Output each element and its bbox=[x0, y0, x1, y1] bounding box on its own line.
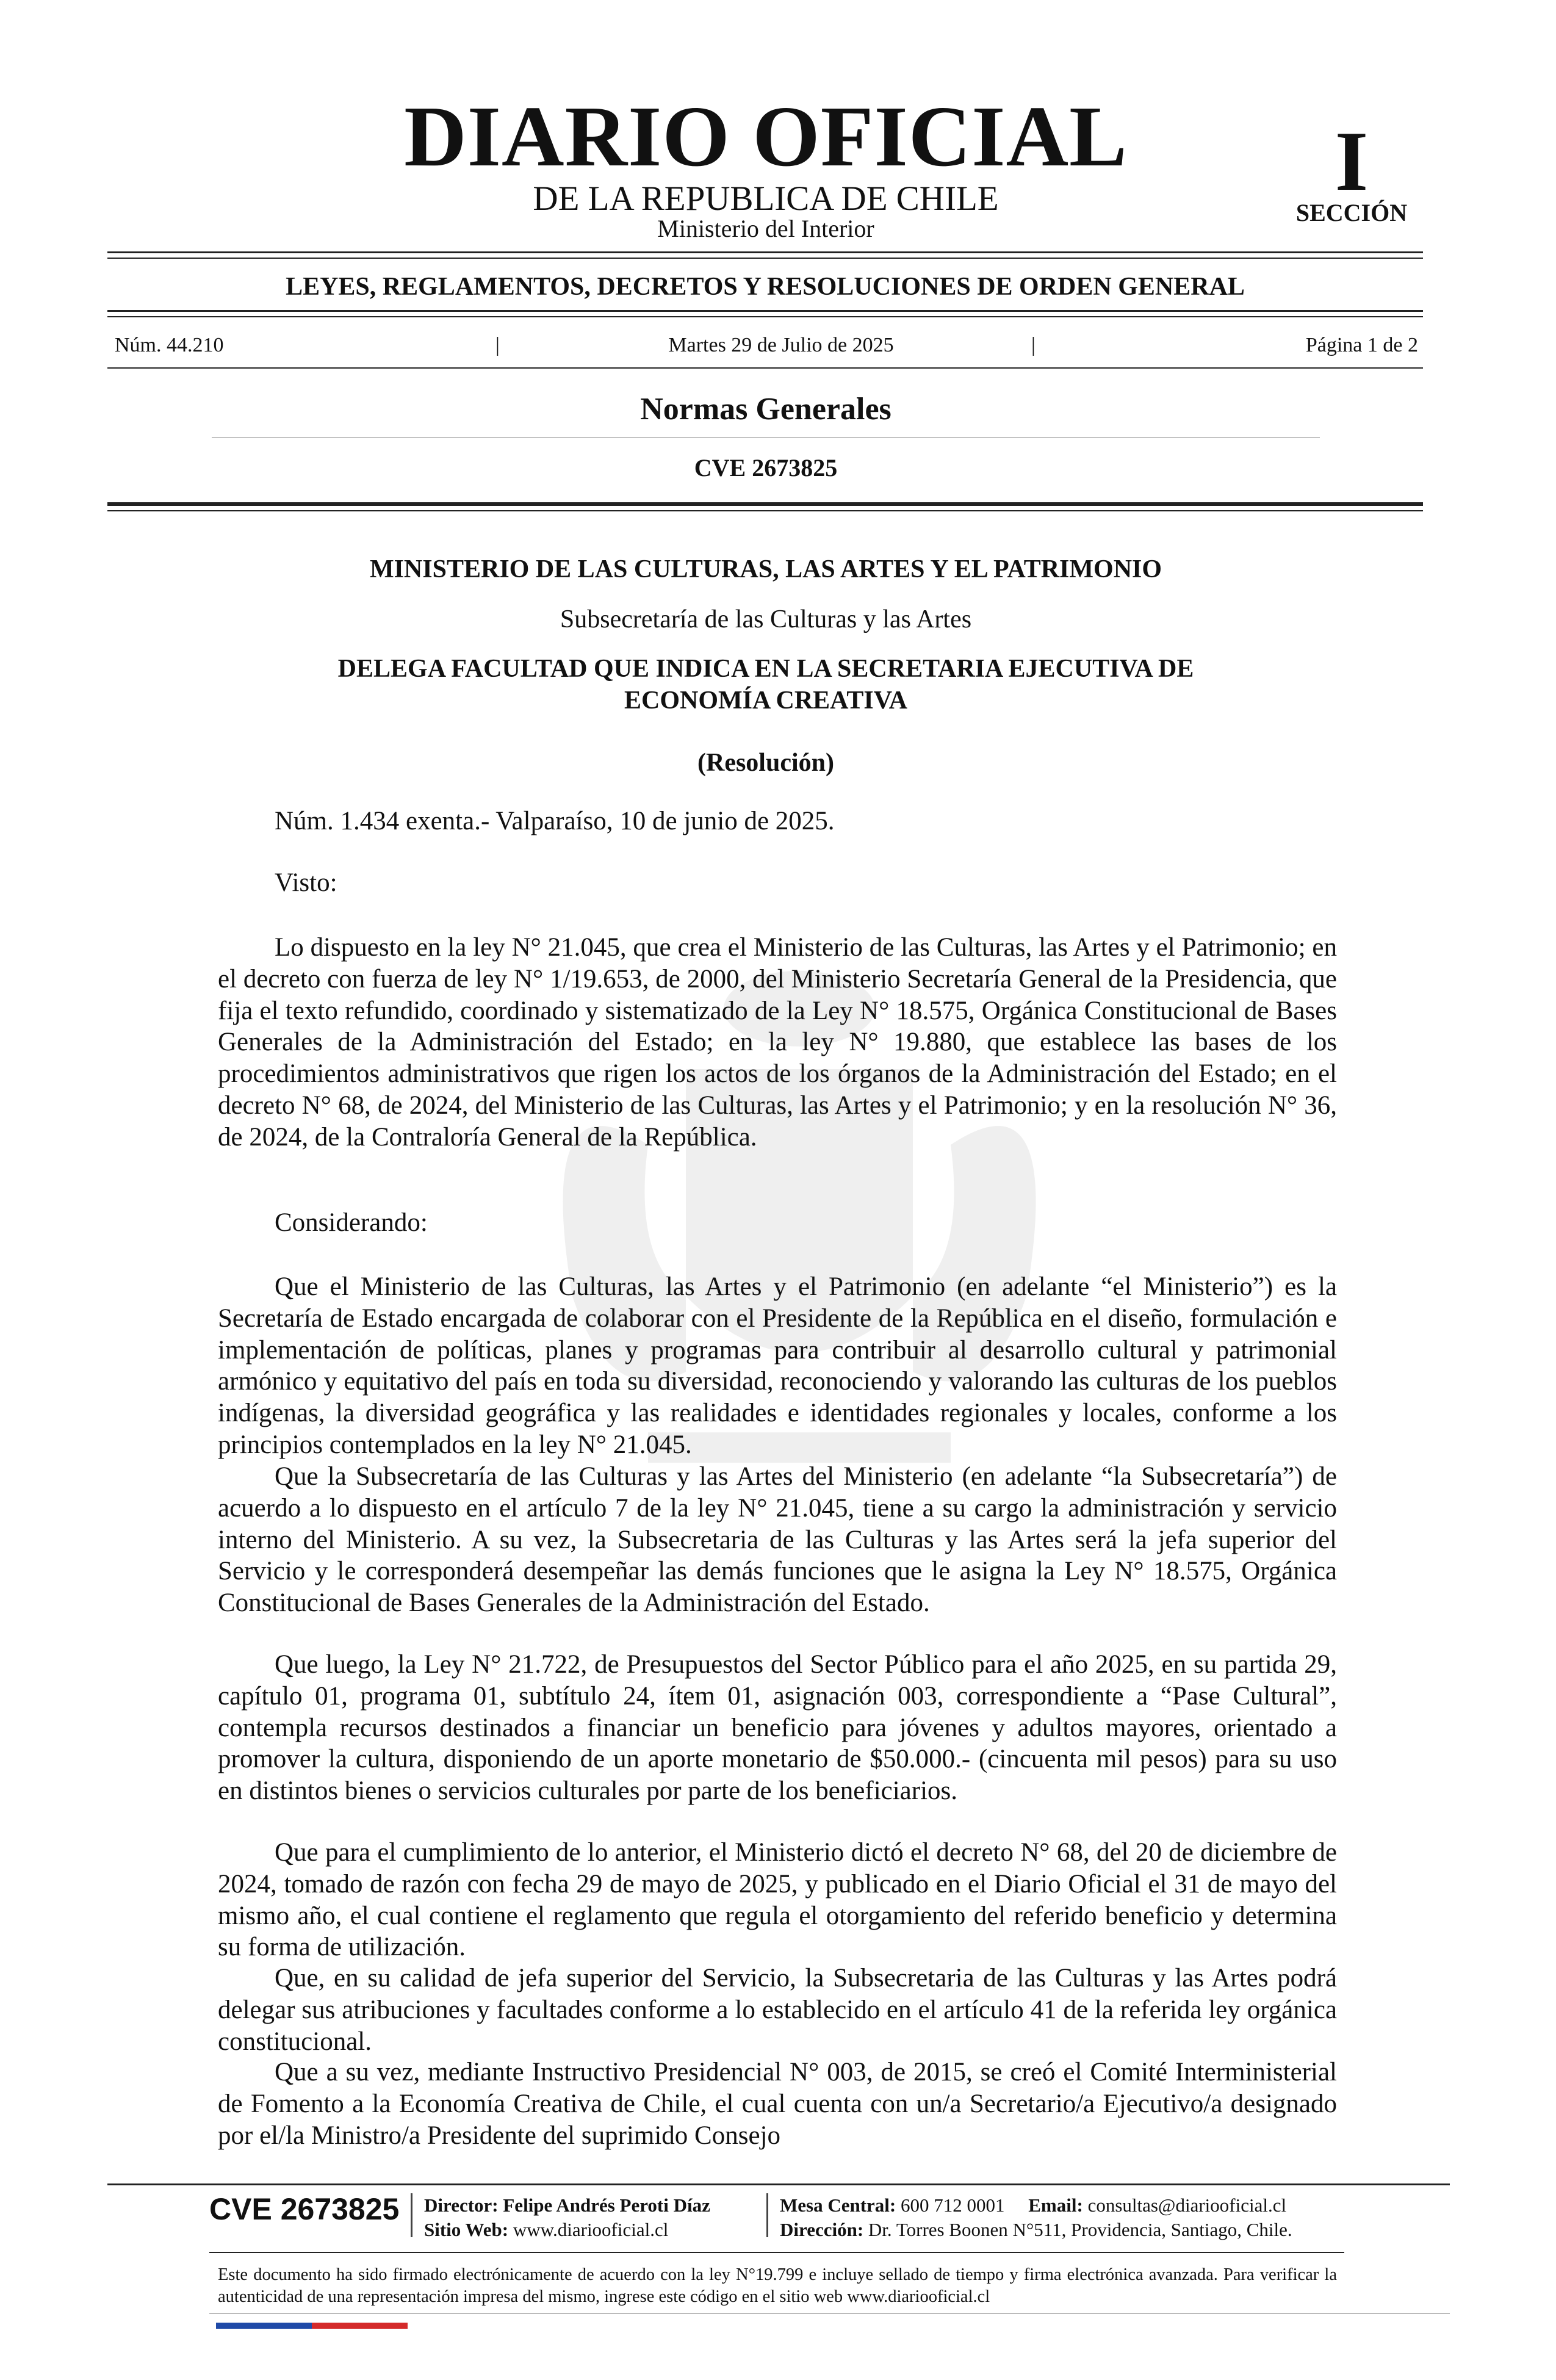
footer-director bbox=[424, 2193, 710, 2218]
ministry-name: MINISTERIO DE LAS CULTURAS, LAS ARTES Y EL PATRIMONIO bbox=[369, 555, 1162, 583]
category-rule-bottom bbox=[107, 316, 1423, 317]
section-label: SECCIÓN bbox=[1295, 199, 1408, 226]
considerando-paragraph: Que la Subsecretaría de las Culturas y las Artes del Ministerio (en adelante “la Subsecretaría”) de acuerdo a lo dispuesto en el artículo 7 de la ley N° 21.045, tiene a su cargo la administración y servicio interno del Ministerio. A su vez, la Subsecretaria de las Culturas y las Artes será la jefa superior del Servicio y le corresponderá desempeñar las demás funciones que le asigna la Ley N° 18.575, Orgánica Constitucional de Bases Generales de la Administración del Estado. bbox=[218, 1462, 1337, 1618]
considerando-heading: Considerando: bbox=[275, 1208, 428, 1237]
email-label: Email: bbox=[1028, 2194, 1083, 2216]
section-numeral: I bbox=[1334, 114, 1369, 209]
resolution-number-line: Núm. 1.434 exenta.- Valparaíso, 10 de junio de 2025. bbox=[275, 807, 835, 835]
issue-date: Martes 29 de Julio de 2025 bbox=[668, 334, 894, 356]
footer-cve-code: CVE 2673825 bbox=[209, 2192, 400, 2226]
resolution-title: DELEGA FACULTAD QUE INDICA EN LA SECRETARIA EJECUTIVA DE ECONOMÍA CREATIVA bbox=[337, 655, 1194, 715]
flag-stripe-red bbox=[312, 2323, 408, 2329]
masthead-rule-top bbox=[107, 251, 1423, 253]
category-heading: LEYES, REGLAMENTOS, DECRETOS Y RESOLUCIONES DE ORDEN GENERAL bbox=[286, 273, 1245, 301]
masthead-rule-second bbox=[107, 258, 1423, 259]
considerando-paragraph: Que, en su calidad de jefa superior del Servicio, la Subsecretaria de las Culturas y las Artes podrá delegar sus atribuciones y facultades conforme a lo establecido en el artículo 41 de la referida ley orgánica constitucional. bbox=[218, 1964, 1337, 2056]
considerando-paragraph: Que el Ministerio de las Culturas, las Artes y el Patrimonio (en adelante “el Ministerio”) es la Secretaría de Estado encargada de colaborar con el Presidente de la República en el diseño, formulación e implementación de políticas, planes y programas para contribuir al desarrollo cultural y patrimonial armónico y equitativo del país en toda su diversidad, reconociendo y valorando las culturas de los pueblos indígenas, la diversidad geográfica y las realidades e identidades regionales y locales, conforme a los principios contemplados en la ley N° 21.045. bbox=[218, 1272, 1337, 1459]
footer-rule-top bbox=[107, 2183, 1450, 2185]
footer-rule-bottom bbox=[209, 2313, 1450, 2314]
footer-website bbox=[424, 2218, 668, 2242]
masthead-subtitle: DE LA REPUBLICA DE CHILE bbox=[533, 179, 999, 218]
footer-rule-middle bbox=[209, 2252, 1344, 2253]
header-bottom-rule-thin bbox=[107, 510, 1423, 511]
category-rule-top bbox=[107, 310, 1423, 312]
director-name: Felipe Andrés Peroti Díaz bbox=[503, 2194, 710, 2216]
section-title: Normas Generales bbox=[640, 392, 891, 427]
issue-separator: | bbox=[495, 334, 500, 356]
issue-separator: | bbox=[1031, 334, 1036, 356]
masthead-title: DIARIO OFICIAL bbox=[404, 88, 1128, 184]
resolution-kind: (Resolución) bbox=[697, 749, 834, 777]
issue-number: Núm. 44.210 bbox=[115, 334, 224, 356]
considerando-paragraph: Que a su vez, mediante Instructivo Presidencial N° 003, de 2015, se creó el Comité Interministerial de Fomento a la Economía Creativa de Chile, el cual cuenta con un/a Secretario/a Ejecutivo/a designado por el/la Ministro/a Presidente del suprimido Consejo bbox=[218, 2058, 1337, 2150]
cve-code: CVE 2673825 bbox=[694, 454, 838, 481]
legal-notice: Este documento ha sido firmado electrónicamente de acuerdo con la ley N°19.799 e incluye sellado de tiempo y firma electrónica avanzada. Para verificar la autenticidad de una representación impresa del mismo, ingrese este código en el sitio web www.diariooficial.cl bbox=[218, 2265, 1337, 2306]
director-label: Director: bbox=[424, 2194, 499, 2216]
footer-contact bbox=[780, 2193, 1286, 2218]
address-value: Dr. Torres Boonen N°511, Providencia, Santiago, Chile. bbox=[868, 2219, 1292, 2240]
phone-number: 600 712 0001 bbox=[901, 2194, 1005, 2216]
footer-divider bbox=[411, 2193, 412, 2237]
footer-address bbox=[780, 2218, 1292, 2242]
issue-page: Página 1 de 2 bbox=[1305, 334, 1418, 356]
considerando-paragraph: Que luego, la Ley N° 21.722, de Presupuestos del Sector Público para el año 2025, en su partida 29, capítulo 01, programa 01, subtítulo 24, ítem 01, asignación 003, correspondiente a “Pase Cultural”, contempla recursos destinados a financiar un beneficio para jóvenes y adultos mayores, orientado a promover la cultura, disponiendo de un aporte monetario de $50.000.- (cincuenta mil pesos) para su uso en distintos bienes o servicios culturales por parte de los beneficiarios. bbox=[218, 1650, 1337, 1806]
section-title-rule bbox=[212, 437, 1320, 438]
footer-divider bbox=[766, 2193, 768, 2237]
visto-paragraph: Lo dispuesto en la ley N° 21.045, que crea el Ministerio de las Culturas, las Artes y el Patrimonio; en el decreto con fuerza de ley N° 1/19.653, de 2000, del Ministerio Secretaría General de la Presidencia, que fija el texto refundido, coordinado y sistematizado de la Ley N° 18.575, Orgánica Constitucional de Bases Generales de la Administración del Estado; en la ley N° 19.880, que establece las bases de los procedimientos administrativos que rigen los actos de los órganos de la Administración del Estado; en el decreto N° 68, de 2024, del Ministerio de las Culturas, las Artes y el Patrimonio; y en la resolución N° 36, de 2024, de la Contraloría General de la República. bbox=[218, 933, 1337, 1152]
issue-rule bbox=[107, 367, 1423, 369]
visto-heading: Visto: bbox=[275, 868, 337, 897]
email-link[interactable]: consultas@diariooficial.cl bbox=[1087, 2194, 1287, 2216]
header-bottom-rule-thick bbox=[107, 502, 1423, 506]
address-label: Dirección: bbox=[780, 2219, 864, 2240]
flag-stripe-blue bbox=[216, 2323, 312, 2329]
considerando-paragraph: Que para el cumplimiento de lo anterior, el Ministerio dictó el decreto N° 68, del 20 de diciembre de 2024, tomado de razón con fecha 29 de mayo de 2025, y publicado en el Diario Oficial el 31 de mayo del mismo año, el cual contiene el reglamento que regula el otorgamiento del referido beneficio y determina su forma de utilización. bbox=[218, 1838, 1337, 1962]
subsecretaria: Subsecretaría de las Culturas y las Artes bbox=[560, 605, 972, 633]
phone-label: Mesa Central: bbox=[780, 2194, 896, 2216]
website-link[interactable]: www.diariooficial.cl bbox=[513, 2219, 669, 2240]
website-label: Sitio Web: bbox=[424, 2219, 509, 2240]
masthead-ministry: Ministerio del Interior bbox=[657, 215, 874, 242]
